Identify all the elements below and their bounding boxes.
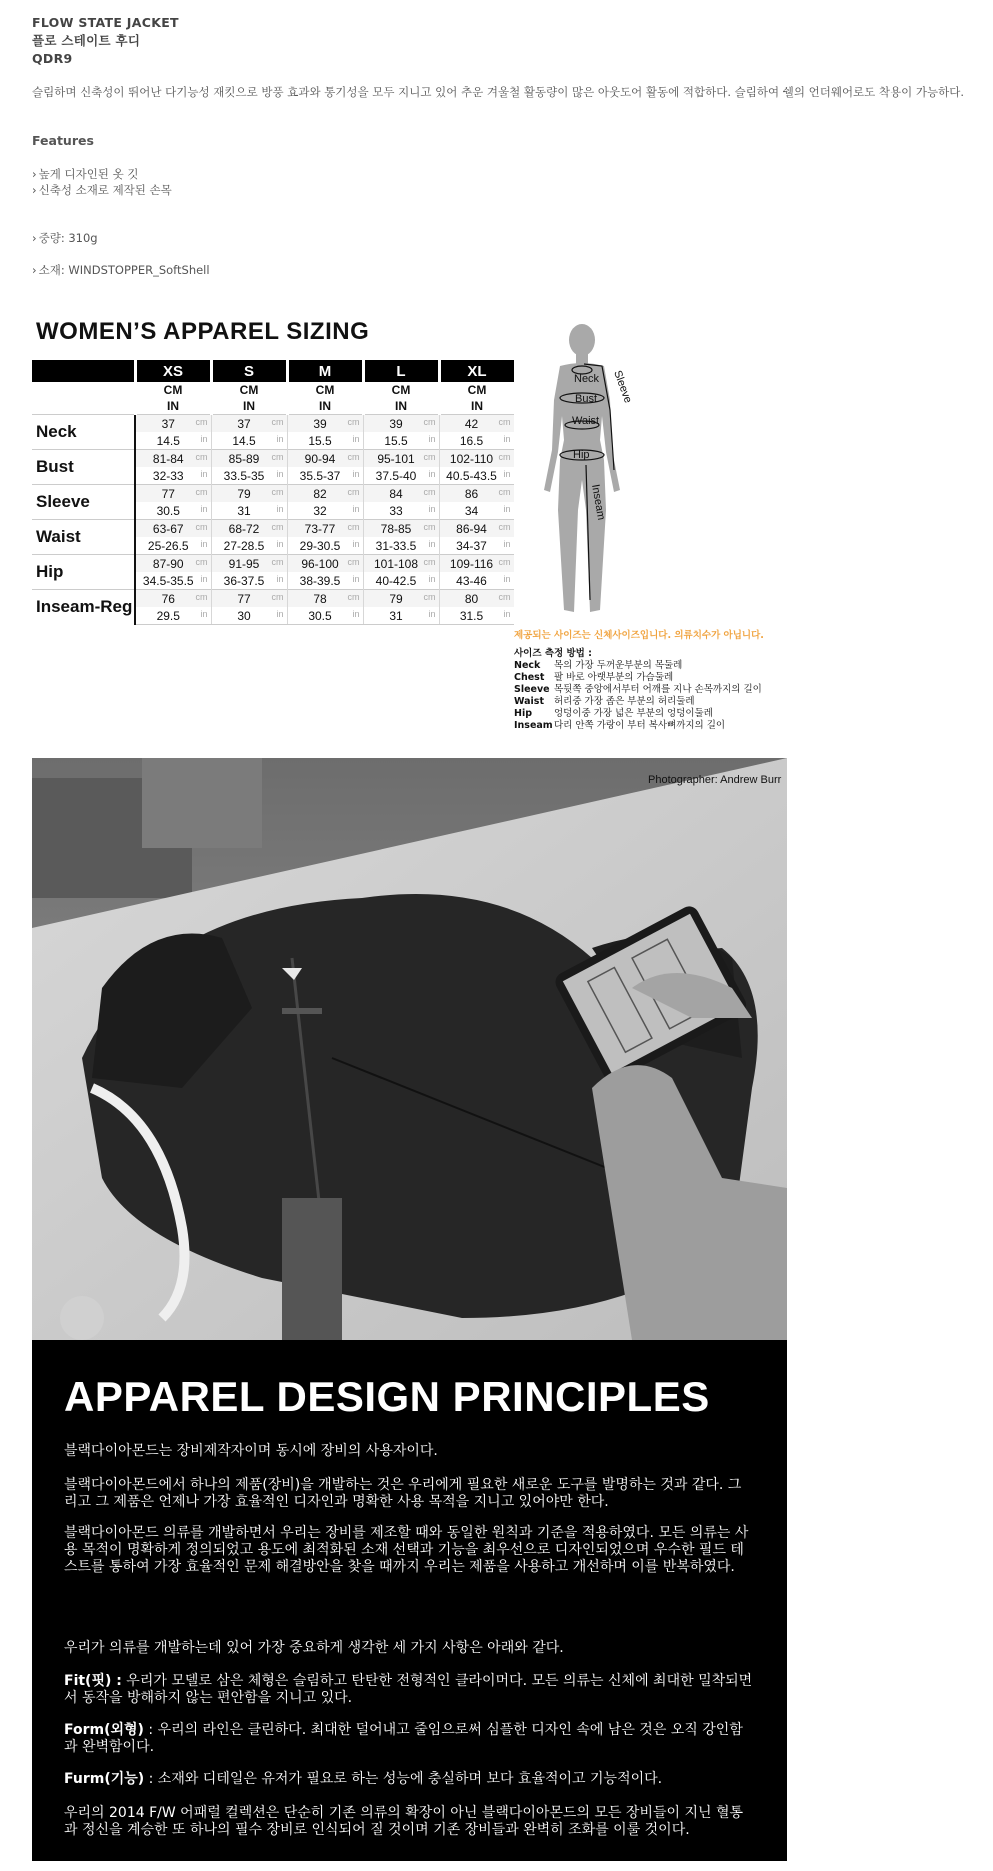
measure-method-item: Sleeve 목뒷쪽 중앙에서부터 어깨를 지나 손목까지의 길이 bbox=[514, 684, 762, 695]
principles-form bbox=[64, 1722, 754, 1756]
row-label: Sleeve bbox=[32, 485, 135, 520]
weight-spec: › 중량: 310g bbox=[32, 231, 98, 245]
measure-method-item: Waist 허리중 가장 좁은 부분의 허리둘레 bbox=[514, 696, 695, 707]
product-description: 슬림하며 신축성이 뛰어난 다기능성 재킷으로 방풍 효과와 통기성을 모두 지니고 있어 추운 겨울철 활동량이 많은 아웃도어 활동에 적합하다. 슬림하여 쉘의 언더웨어로도 착용이 가능하다. bbox=[32, 85, 965, 99]
chevron-right-icon: › bbox=[32, 167, 37, 181]
feature-item: › 신축성 소재로 제작된 손목 bbox=[32, 183, 172, 197]
cell-in: 43-46 in bbox=[439, 572, 514, 590]
principles-p4: 우리가 의류를 개발하는데 있어 가장 중요하게 생각한 세 가지 사항은 아래와 같다. bbox=[64, 1640, 564, 1656]
chevron-right-icon: › bbox=[32, 231, 37, 245]
principles-p1: 블랙다이아몬드는 장비제작자이며 동시에 장비의 사용자이다. bbox=[64, 1443, 438, 1459]
cell-cm: 39 cm bbox=[287, 415, 363, 433]
unit-in: IN bbox=[135, 398, 211, 415]
cell-in: 15.5 in bbox=[287, 432, 363, 450]
principles-fit bbox=[64, 1673, 754, 1707]
figure-label-bust: Bust bbox=[575, 393, 598, 405]
cell-cm: 81-84 cm bbox=[135, 450, 211, 468]
cell-in: 32 in bbox=[287, 502, 363, 520]
figure-label-hip: Hip bbox=[573, 449, 590, 461]
cell-in: 35.5-37 in bbox=[287, 467, 363, 485]
unit-cm: CM bbox=[211, 382, 287, 398]
size-header: XS bbox=[135, 360, 211, 382]
cell-cm: 76 cm bbox=[135, 590, 211, 608]
unit-in: IN bbox=[287, 398, 363, 415]
row-label: Waist bbox=[32, 520, 135, 555]
unit-in: IN bbox=[211, 398, 287, 415]
body-figure bbox=[530, 320, 650, 620]
cell-in: 30.5 in bbox=[135, 502, 211, 520]
cell-cm: 87-90 cm bbox=[135, 555, 211, 573]
principles-p3: 블랙다이아몬드 의류를 개발하면서 우리는 장비를 제조할 때와 동일한 원칙과 기준을 적용하였다. 모든 의류는 사용 목적이 명확하게 정의되었고 용도에 최적화된 소재 선택과 기능을 최우선으로 디자인되었으며 우수한 필드 테스트를 통하여 가장 효율적인 문제 해결방안을 찾을 때까지 우리는 제품을 사용하고 개선하며 이를 반복하였다. bbox=[64, 1525, 749, 1575]
product-name-en: FLOW STATE JACKET bbox=[32, 15, 179, 30]
row-label: Hip bbox=[32, 555, 135, 590]
size-header: S bbox=[211, 360, 287, 382]
cell-cm: 95-101 cm bbox=[363, 450, 439, 468]
measure-method-title: 사이즈 측정 방법 : bbox=[514, 648, 592, 659]
sizing-table bbox=[32, 360, 514, 625]
cell-cm: 68-72 cm bbox=[211, 520, 287, 538]
figure-label-sleeve: Sleeve bbox=[611, 368, 634, 405]
cell-in: 31.5 in bbox=[439, 607, 514, 625]
unit-cm: CM bbox=[363, 382, 439, 398]
photo-credit: Photographer: Andrew Burr bbox=[648, 774, 782, 786]
cell-cm: 78-85 cm bbox=[363, 520, 439, 538]
cell-cm: 39 cm bbox=[363, 415, 439, 433]
cell-cm: 37 cm bbox=[135, 415, 211, 433]
cell-cm: 91-95 cm bbox=[211, 555, 287, 573]
unit-in: IN bbox=[439, 398, 514, 415]
material-spec: › 소재: WINDSTOPPER_SoftShell bbox=[32, 263, 210, 277]
cell-cm: 86 cm bbox=[439, 485, 514, 503]
row-label: Neck bbox=[32, 415, 135, 450]
cell-in: 33.5-35 in bbox=[211, 467, 287, 485]
cell-cm: 109-116 cm bbox=[439, 555, 514, 573]
cell-in: 14.5 in bbox=[211, 432, 287, 450]
cell-cm: 82 cm bbox=[287, 485, 363, 503]
cell-in: 40.5-43.5 in bbox=[439, 467, 514, 485]
product-name-ko: 플로 스테이트 후디 bbox=[32, 33, 141, 48]
cell-in: 29-30.5 in bbox=[287, 537, 363, 555]
unit-cm: CM bbox=[439, 382, 514, 398]
size-header: XL bbox=[439, 360, 514, 382]
principles-furm bbox=[64, 1771, 754, 1788]
measure-method-item: Neck 목의 가장 두꺼운부분의 목둘레 bbox=[514, 660, 683, 671]
cell-in: 27-28.5 in bbox=[211, 537, 287, 555]
figure-label-inseam: Inseam bbox=[589, 483, 608, 522]
cell-in: 30.5 in bbox=[287, 607, 363, 625]
row-label: Bust bbox=[32, 450, 135, 485]
cell-cm: 73-77 cm bbox=[287, 520, 363, 538]
sizing-rows bbox=[32, 415, 514, 625]
silhouette bbox=[544, 324, 620, 612]
cell-in: 29.5 in bbox=[135, 607, 211, 625]
table-corner bbox=[32, 360, 135, 382]
sizing-title: WOMEN’S APPAREL SIZING bbox=[36, 318, 370, 345]
feature-item: › 높게 디자인된 옷 깃 bbox=[32, 167, 139, 181]
unit-cm: CM bbox=[287, 382, 363, 398]
cell-in: 16.5 in bbox=[439, 432, 514, 450]
cell-in: 34.5-35.5 in bbox=[135, 572, 211, 590]
cell-in: 30 in bbox=[211, 607, 287, 625]
product-code: QDR9 bbox=[32, 51, 73, 66]
size-header: L bbox=[363, 360, 439, 382]
cell-in: 33 in bbox=[363, 502, 439, 520]
features-heading: Features bbox=[32, 133, 94, 148]
measure-method-item: Inseam다리 안쪽 가랑이 부터 복사뼈까지의 길이 bbox=[514, 720, 726, 731]
cell-cm: 79 cm bbox=[211, 485, 287, 503]
unit-cm: CM bbox=[135, 382, 211, 398]
cell-cm: 77 cm bbox=[135, 485, 211, 503]
unit-in: IN bbox=[363, 398, 439, 415]
cell-cm: 37 cm bbox=[211, 415, 287, 433]
cell-in: 38-39.5 in bbox=[287, 572, 363, 590]
principles-p2: 블랙다이아몬드에서 하나의 제품(장비)을 개발하는 것은 우리에게 필요한 새로운 도구를 발명하는 것과 같다. 그리고 그 제품은 언제나 가장 효율적인 디자인과 명확한 사용 목적을 지니고 있어야만 한다. bbox=[64, 1477, 742, 1510]
measure-method bbox=[514, 648, 762, 732]
cell-cm: 96-100 cm bbox=[287, 555, 363, 573]
fit-label: Fit(핏) : bbox=[64, 1673, 122, 1689]
cell-cm: 90-94 cm bbox=[287, 450, 363, 468]
cell-cm: 80 cm bbox=[439, 590, 514, 608]
workshop-photo bbox=[32, 758, 787, 1340]
cell-in: 15.5 in bbox=[363, 432, 439, 450]
figure-label-waist: Waist bbox=[572, 415, 600, 427]
measure-method-item: Chest 팔 바로 아랫부분의 가슴둘레 bbox=[514, 672, 674, 683]
size-header: M bbox=[287, 360, 363, 382]
chevron-right-icon: › bbox=[32, 183, 37, 197]
measure-method-list bbox=[514, 660, 762, 732]
cell-in: 31 in bbox=[211, 502, 287, 520]
form-label: Form(외형) bbox=[64, 1722, 144, 1738]
form-text: : 우리의 라인은 클린하다. 최대한 덜어내고 줄임으로써 심플한 디자인 속에 남은 것은 오직 강인함과 완벽함이다. bbox=[64, 1722, 743, 1755]
cell-in: 34 in bbox=[439, 502, 514, 520]
cell-in: 37.5-40 in bbox=[363, 467, 439, 485]
cell-in: 36-37.5 in bbox=[211, 572, 287, 590]
cell-in: 40-42.5 in bbox=[363, 572, 439, 590]
cell-in: 14.5 in bbox=[135, 432, 211, 450]
cell-cm: 101-108 cm bbox=[363, 555, 439, 573]
cell-cm: 85-89 cm bbox=[211, 450, 287, 468]
principles-title: APPAREL DESIGN PRINCIPLES bbox=[64, 1373, 710, 1420]
furm-label: Furm(기능) bbox=[64, 1771, 145, 1787]
cell-cm: 42 cm bbox=[439, 415, 514, 433]
cell-in: 32-33 in bbox=[135, 467, 211, 485]
sizing-note: 제공되는 사이즈는 신체사이즈입니다. 의류치수가 아닙니다. bbox=[514, 630, 764, 641]
cell-in: 34-37 in bbox=[439, 537, 514, 555]
cell-cm: 84 cm bbox=[363, 485, 439, 503]
furm-text: : 소재와 디테일은 유저가 필요로 하는 성능에 충실하며 보다 효율적이고 기능적이다. bbox=[144, 1771, 663, 1787]
cell-cm: 78 cm bbox=[287, 590, 363, 608]
workshop-photo-image bbox=[32, 758, 787, 1340]
measure-method-item: Hip 엉덩이중 가장 넓은 부분의 엉덩이둘레 bbox=[514, 708, 713, 719]
row-label: Inseam-Reg bbox=[32, 590, 135, 625]
chevron-right-icon: › bbox=[32, 263, 37, 277]
cell-in: 31 in bbox=[363, 607, 439, 625]
cell-cm: 86-94 cm bbox=[439, 520, 514, 538]
principles-p5: 우리의 2014 F/W 어패럴 컬렉션은 단순히 기존 의류의 확장이 아닌 블랙다이아몬드의 모든 장비들이 지닌 혈통과 정신을 계승한 또 하나의 필수 장비로 인식되어 질 것이며 기존 장비들과 완벽히 조화를 이룰 것이다. bbox=[64, 1805, 744, 1838]
cell-cm: 63-67 cm bbox=[135, 520, 211, 538]
fit-text: 우리가 모델로 삼은 체형은 슬림하고 탄탄한 전형적인 클라이머다. 모든 의류는 신체에 최대한 밀착되면서 동작을 방해하지 않는 편안함을 지니고 있다. bbox=[64, 1673, 753, 1706]
cell-cm: 79 cm bbox=[363, 590, 439, 608]
cell-cm: 77 cm bbox=[211, 590, 287, 608]
unit-label-spacer bbox=[32, 382, 135, 415]
cell-cm: 102-110 cm bbox=[439, 450, 514, 468]
figure-label-neck: Neck bbox=[574, 373, 600, 385]
cell-in: 31-33.5 in bbox=[363, 537, 439, 555]
cell-in: 25-26.5 in bbox=[135, 537, 211, 555]
